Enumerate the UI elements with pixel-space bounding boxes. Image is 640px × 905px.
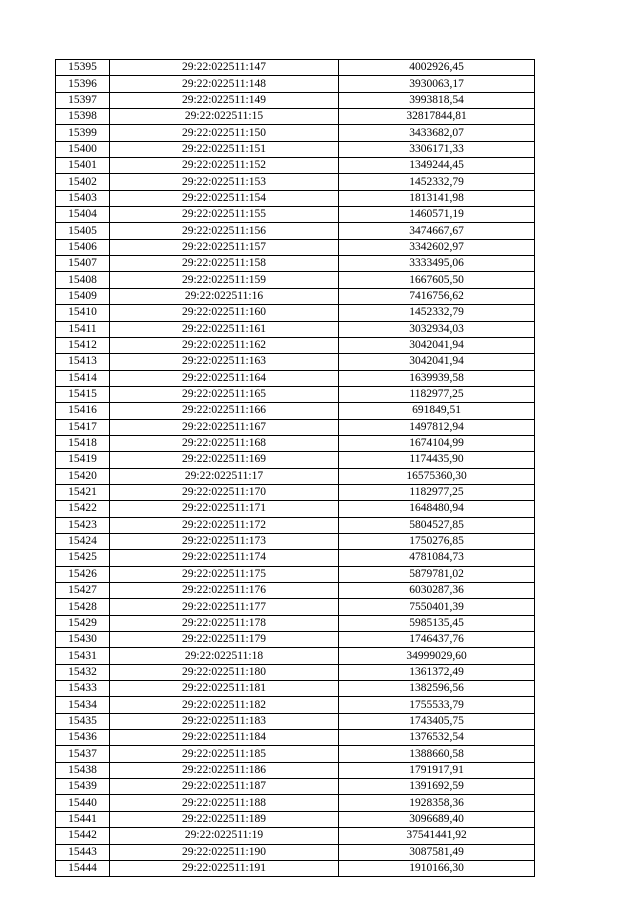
row-number-cell: 15426 bbox=[56, 566, 110, 582]
cadastral-value-cell: 1750276,85 bbox=[339, 533, 535, 549]
table-row bbox=[56, 305, 535, 321]
cadastral-value-cell: 1674104,99 bbox=[339, 435, 535, 451]
row-number-cell: 15437 bbox=[56, 746, 110, 762]
cadastral-number-cell: 29:22:022511:189 bbox=[110, 811, 339, 827]
table-row bbox=[56, 681, 535, 697]
cadastral-value-cell: 3474667,67 bbox=[339, 223, 535, 239]
cadastral-value-cell: 3032934,03 bbox=[339, 321, 535, 337]
cadastral-number-cell: 29:22:022511:179 bbox=[110, 632, 339, 648]
table-row bbox=[56, 828, 535, 844]
row-number-cell: 15436 bbox=[56, 730, 110, 746]
row-number-cell: 15444 bbox=[56, 860, 110, 876]
cadastral-value-cell: 3433682,07 bbox=[339, 125, 535, 141]
row-number-cell: 15399 bbox=[56, 125, 110, 141]
cadastral-value-cell: 1182977,25 bbox=[339, 484, 535, 500]
cadastral-value-cell: 3930063,17 bbox=[339, 76, 535, 92]
table-row bbox=[56, 533, 535, 549]
cadastral-value-cell: 1361372,49 bbox=[339, 664, 535, 680]
table-row bbox=[56, 76, 535, 92]
row-number-cell: 15409 bbox=[56, 288, 110, 304]
cadastral-value-table bbox=[55, 59, 535, 877]
table-row bbox=[56, 256, 535, 272]
cadastral-number-cell: 29:22:022511:184 bbox=[110, 730, 339, 746]
table-row bbox=[56, 811, 535, 827]
cadastral-number-cell: 29:22:022511:165 bbox=[110, 386, 339, 402]
table-row bbox=[56, 141, 535, 157]
cadastral-number-cell: 29:22:022511:162 bbox=[110, 337, 339, 353]
table-row bbox=[56, 207, 535, 223]
cadastral-value-cell: 1388660,58 bbox=[339, 746, 535, 762]
row-number-cell: 15396 bbox=[56, 76, 110, 92]
table-row bbox=[56, 795, 535, 811]
row-number-cell: 15404 bbox=[56, 207, 110, 223]
table-row bbox=[56, 337, 535, 353]
row-number-cell: 15442 bbox=[56, 828, 110, 844]
cadastral-value-cell: 34999029,60 bbox=[339, 648, 535, 664]
cadastral-value-cell: 1667605,50 bbox=[339, 272, 535, 288]
table-row bbox=[56, 403, 535, 419]
table-row bbox=[56, 354, 535, 370]
cadastral-value-cell: 7550401,39 bbox=[339, 599, 535, 615]
row-number-cell: 15422 bbox=[56, 501, 110, 517]
row-number-cell: 15439 bbox=[56, 779, 110, 795]
row-number-cell: 15405 bbox=[56, 223, 110, 239]
cadastral-number-cell: 29:22:022511:149 bbox=[110, 92, 339, 108]
row-number-cell: 15408 bbox=[56, 272, 110, 288]
table-row bbox=[56, 615, 535, 631]
cadastral-number-cell: 29:22:022511:167 bbox=[110, 419, 339, 435]
row-number-cell: 15443 bbox=[56, 844, 110, 860]
table-row bbox=[56, 174, 535, 190]
row-number-cell: 15413 bbox=[56, 354, 110, 370]
row-number-cell: 15403 bbox=[56, 190, 110, 206]
row-number-cell: 15415 bbox=[56, 386, 110, 402]
cadastral-number-cell: 29:22:022511:18 bbox=[110, 648, 339, 664]
cadastral-number-cell: 29:22:022511:190 bbox=[110, 844, 339, 860]
cadastral-value-cell: 3042041,94 bbox=[339, 354, 535, 370]
table-row bbox=[56, 92, 535, 108]
cadastral-number-cell: 29:22:022511:175 bbox=[110, 566, 339, 582]
row-number-cell: 15429 bbox=[56, 615, 110, 631]
row-number-cell: 15420 bbox=[56, 468, 110, 484]
cadastral-number-cell: 29:22:022511:15 bbox=[110, 109, 339, 125]
cadastral-number-cell: 29:22:022511:19 bbox=[110, 828, 339, 844]
cadastral-value-cell: 4002926,45 bbox=[339, 60, 535, 76]
row-number-cell: 15424 bbox=[56, 533, 110, 549]
table-row bbox=[56, 435, 535, 451]
cadastral-value-cell: 1174435,90 bbox=[339, 452, 535, 468]
row-number-cell: 15417 bbox=[56, 419, 110, 435]
row-number-cell: 15432 bbox=[56, 664, 110, 680]
cadastral-number-cell: 29:22:022511:155 bbox=[110, 207, 339, 223]
table-row bbox=[56, 452, 535, 468]
cadastral-value-cell: 3096689,40 bbox=[339, 811, 535, 827]
cadastral-number-cell: 29:22:022511:181 bbox=[110, 681, 339, 697]
cadastral-number-cell: 29:22:022511:166 bbox=[110, 403, 339, 419]
cadastral-number-cell: 29:22:022511:159 bbox=[110, 272, 339, 288]
cadastral-number-cell: 29:22:022511:186 bbox=[110, 762, 339, 778]
table-row bbox=[56, 321, 535, 337]
cadastral-number-cell: 29:22:022511:158 bbox=[110, 256, 339, 272]
table-row bbox=[56, 517, 535, 533]
cadastral-number-cell: 29:22:022511:180 bbox=[110, 664, 339, 680]
cadastral-number-cell: 29:22:022511:152 bbox=[110, 158, 339, 174]
table-row bbox=[56, 566, 535, 582]
cadastral-number-cell: 29:22:022511:150 bbox=[110, 125, 339, 141]
cadastral-number-cell: 29:22:022511:178 bbox=[110, 615, 339, 631]
cadastral-value-cell: 5985135,45 bbox=[339, 615, 535, 631]
cadastral-value-cell: 37541441,92 bbox=[339, 828, 535, 844]
table-row bbox=[56, 860, 535, 876]
table-row bbox=[56, 60, 535, 76]
cadastral-number-cell: 29:22:022511:170 bbox=[110, 484, 339, 500]
table-row bbox=[56, 730, 535, 746]
table-row bbox=[56, 190, 535, 206]
cadastral-number-cell: 29:22:022511:161 bbox=[110, 321, 339, 337]
table-row bbox=[56, 370, 535, 386]
row-number-cell: 15412 bbox=[56, 337, 110, 353]
table-row bbox=[56, 583, 535, 599]
cadastral-value-cell: 1910166,30 bbox=[339, 860, 535, 876]
cadastral-number-cell: 29:22:022511:153 bbox=[110, 174, 339, 190]
table-row bbox=[56, 599, 535, 615]
cadastral-value-cell: 1755533,79 bbox=[339, 697, 535, 713]
table-row bbox=[56, 746, 535, 762]
table-row bbox=[56, 419, 535, 435]
cadastral-number-cell: 29:22:022511:187 bbox=[110, 779, 339, 795]
cadastral-value-cell: 3042041,94 bbox=[339, 337, 535, 353]
cadastral-number-cell: 29:22:022511:157 bbox=[110, 239, 339, 255]
table-row bbox=[56, 223, 535, 239]
row-number-cell: 15427 bbox=[56, 583, 110, 599]
cadastral-value-cell: 1182977,25 bbox=[339, 386, 535, 402]
table-row bbox=[56, 632, 535, 648]
cadastral-value-cell: 32817844,81 bbox=[339, 109, 535, 125]
table-row bbox=[56, 648, 535, 664]
cadastral-number-cell: 29:22:022511:173 bbox=[110, 533, 339, 549]
cadastral-number-cell: 29:22:022511:147 bbox=[110, 60, 339, 76]
cadastral-number-cell: 29:22:022511:183 bbox=[110, 713, 339, 729]
row-number-cell: 15400 bbox=[56, 141, 110, 157]
cadastral-number-cell: 29:22:022511:163 bbox=[110, 354, 339, 370]
cadastral-number-cell: 29:22:022511:168 bbox=[110, 435, 339, 451]
cadastral-value-cell: 6030287,36 bbox=[339, 583, 535, 599]
cadastral-number-cell: 29:22:022511:188 bbox=[110, 795, 339, 811]
cadastral-number-cell: 29:22:022511:171 bbox=[110, 501, 339, 517]
cadastral-number-cell: 29:22:022511:151 bbox=[110, 141, 339, 157]
row-number-cell: 15407 bbox=[56, 256, 110, 272]
table-row bbox=[56, 713, 535, 729]
cadastral-value-cell: 1791917,91 bbox=[339, 762, 535, 778]
cadastral-value-cell: 1349244,45 bbox=[339, 158, 535, 174]
cadastral-value-cell: 1639939,58 bbox=[339, 370, 535, 386]
table-row bbox=[56, 762, 535, 778]
row-number-cell: 15433 bbox=[56, 681, 110, 697]
row-number-cell: 15419 bbox=[56, 452, 110, 468]
cadastral-number-cell: 29:22:022511:191 bbox=[110, 860, 339, 876]
cadastral-value-cell: 3306171,33 bbox=[339, 141, 535, 157]
row-number-cell: 15411 bbox=[56, 321, 110, 337]
cadastral-value-cell: 3993818,54 bbox=[339, 92, 535, 108]
cadastral-value-cell: 691849,51 bbox=[339, 403, 535, 419]
table-row bbox=[56, 272, 535, 288]
row-number-cell: 15395 bbox=[56, 60, 110, 76]
cadastral-number-cell: 29:22:022511:185 bbox=[110, 746, 339, 762]
row-number-cell: 15431 bbox=[56, 648, 110, 664]
cadastral-number-cell: 29:22:022511:176 bbox=[110, 583, 339, 599]
row-number-cell: 15410 bbox=[56, 305, 110, 321]
cadastral-value-cell: 1460571,19 bbox=[339, 207, 535, 223]
cadastral-number-cell: 29:22:022511:172 bbox=[110, 517, 339, 533]
cadastral-value-cell: 5804527,85 bbox=[339, 517, 535, 533]
table-row bbox=[56, 288, 535, 304]
row-number-cell: 15398 bbox=[56, 109, 110, 125]
cadastral-value-cell: 1452332,79 bbox=[339, 174, 535, 190]
cadastral-value-cell: 1391692,59 bbox=[339, 779, 535, 795]
row-number-cell: 15428 bbox=[56, 599, 110, 615]
cadastral-number-cell: 29:22:022511:177 bbox=[110, 599, 339, 615]
row-number-cell: 15440 bbox=[56, 795, 110, 811]
cadastral-number-cell: 29:22:022511:156 bbox=[110, 223, 339, 239]
cadastral-value-cell: 4781084,73 bbox=[339, 550, 535, 566]
cadastral-number-cell: 29:22:022511:182 bbox=[110, 697, 339, 713]
row-number-cell: 15425 bbox=[56, 550, 110, 566]
cadastral-value-cell: 1813141,98 bbox=[339, 190, 535, 206]
cadastral-number-cell: 29:22:022511:169 bbox=[110, 452, 339, 468]
table-row bbox=[56, 697, 535, 713]
row-number-cell: 15406 bbox=[56, 239, 110, 255]
cadastral-value-cell: 3087581,49 bbox=[339, 844, 535, 860]
cadastral-number-cell: 29:22:022511:154 bbox=[110, 190, 339, 206]
table-row bbox=[56, 550, 535, 566]
cadastral-value-cell: 1497812,94 bbox=[339, 419, 535, 435]
table-row bbox=[56, 158, 535, 174]
row-number-cell: 15423 bbox=[56, 517, 110, 533]
row-number-cell: 15397 bbox=[56, 92, 110, 108]
row-number-cell: 15438 bbox=[56, 762, 110, 778]
cadastral-value-cell: 1382596,56 bbox=[339, 681, 535, 697]
cadastral-value-cell: 1928358,36 bbox=[339, 795, 535, 811]
table-row bbox=[56, 779, 535, 795]
row-number-cell: 15441 bbox=[56, 811, 110, 827]
cadastral-value-cell: 16575360,30 bbox=[339, 468, 535, 484]
table-row bbox=[56, 844, 535, 860]
cadastral-number-cell: 29:22:022511:160 bbox=[110, 305, 339, 321]
cadastral-value-cell: 3333495,06 bbox=[339, 256, 535, 272]
table-row bbox=[56, 125, 535, 141]
cadastral-value-cell: 3342602,97 bbox=[339, 239, 535, 255]
table-row bbox=[56, 386, 535, 402]
table-row bbox=[56, 501, 535, 517]
row-number-cell: 15401 bbox=[56, 158, 110, 174]
row-number-cell: 15418 bbox=[56, 435, 110, 451]
row-number-cell: 15435 bbox=[56, 713, 110, 729]
cadastral-value-cell: 1746437,76 bbox=[339, 632, 535, 648]
table-row bbox=[56, 109, 535, 125]
table-body bbox=[56, 60, 535, 877]
table-row bbox=[56, 468, 535, 484]
cadastral-number-cell: 29:22:022511:174 bbox=[110, 550, 339, 566]
cadastral-value-cell: 7416756,62 bbox=[339, 288, 535, 304]
cadastral-number-cell: 29:22:022511:164 bbox=[110, 370, 339, 386]
cadastral-value-cell: 1452332,79 bbox=[339, 305, 535, 321]
cadastral-number-cell: 29:22:022511:16 bbox=[110, 288, 339, 304]
row-number-cell: 15402 bbox=[56, 174, 110, 190]
cadastral-number-cell: 29:22:022511:148 bbox=[110, 76, 339, 92]
table-row bbox=[56, 664, 535, 680]
row-number-cell: 15416 bbox=[56, 403, 110, 419]
row-number-cell: 15421 bbox=[56, 484, 110, 500]
table-row bbox=[56, 239, 535, 255]
cadastral-number-cell: 29:22:022511:17 bbox=[110, 468, 339, 484]
row-number-cell: 15434 bbox=[56, 697, 110, 713]
cadastral-value-cell: 1648480,94 bbox=[339, 501, 535, 517]
cadastral-value-cell: 1743405,75 bbox=[339, 713, 535, 729]
row-number-cell: 15430 bbox=[56, 632, 110, 648]
cadastral-value-cell: 5879781,02 bbox=[339, 566, 535, 582]
table-row bbox=[56, 484, 535, 500]
row-number-cell: 15414 bbox=[56, 370, 110, 386]
cadastral-value-cell: 1376532,54 bbox=[339, 730, 535, 746]
